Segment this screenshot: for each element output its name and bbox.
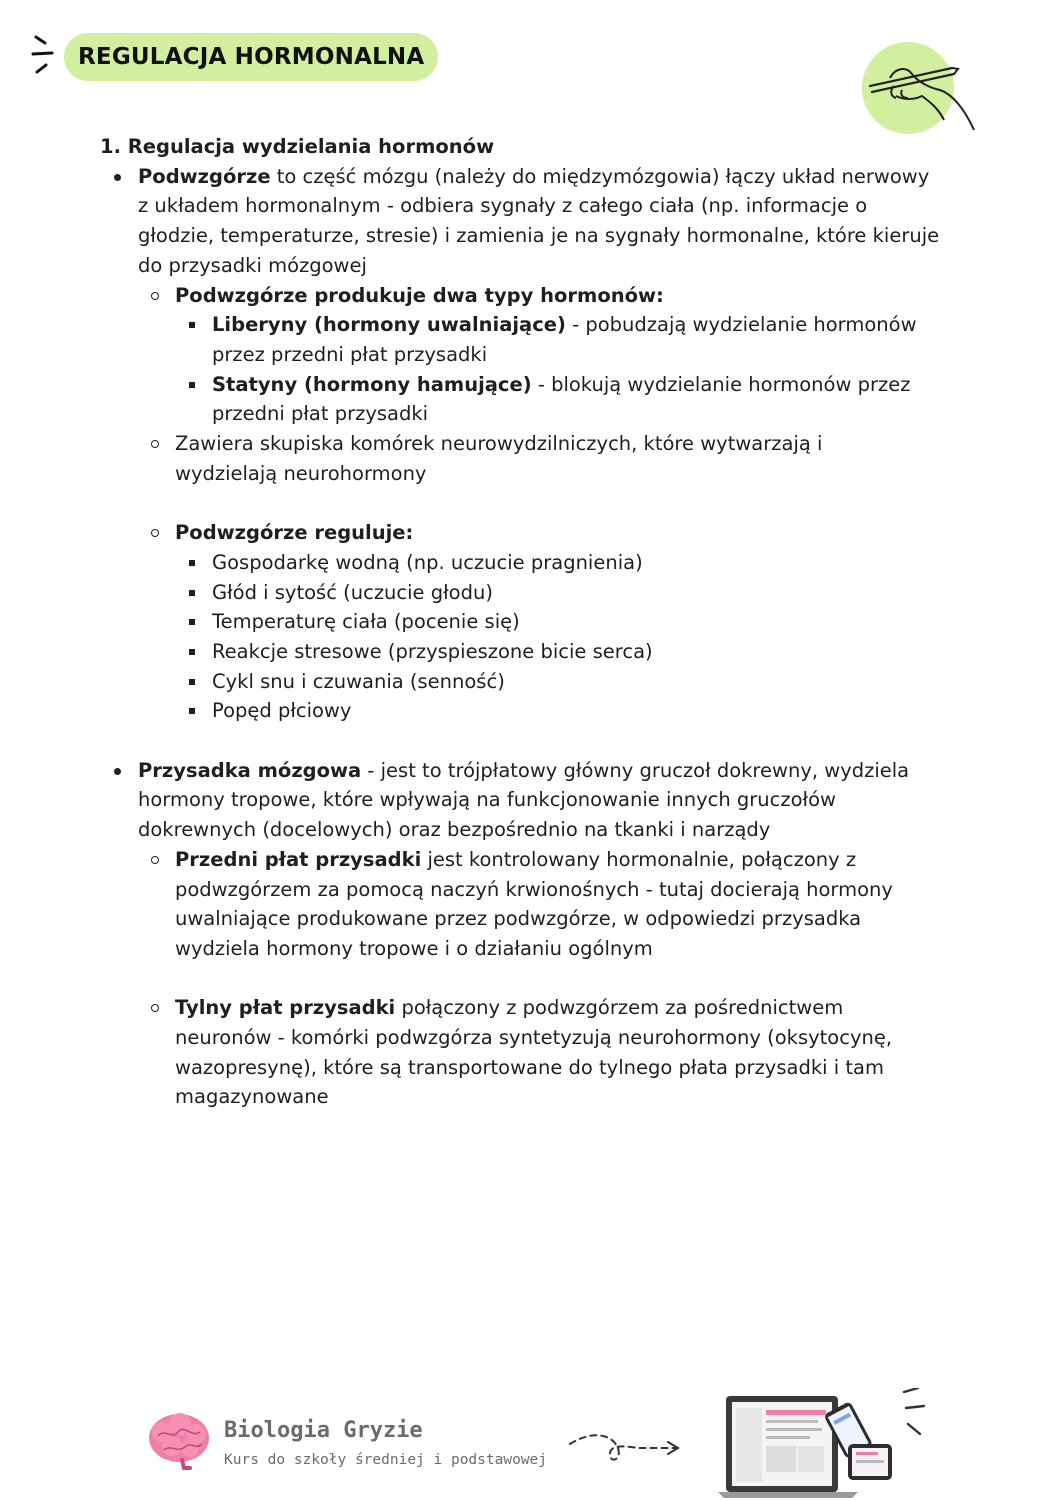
text-line: neuronów - komórki podwzgórza syntetyzują neurohormony (oksytocynę, — [175, 1026, 893, 1050]
subitem-neuro — [100, 429, 970, 488]
text-line: do przysadki mózgowej — [138, 253, 367, 277]
text-line: - blokują wydzielanie hormonów przez — [531, 372, 911, 396]
bullet-disc-icon — [114, 174, 121, 181]
text-line: to część mózgu (należy do międzymózgowia) łączy układ nerwowy — [270, 164, 930, 188]
list-item — [100, 637, 970, 667]
term-przysadka: Przysadka mózgowa — [138, 758, 362, 782]
notes-content — [100, 132, 970, 1112]
brain-logo-icon — [146, 1410, 212, 1470]
list-item-podwzgorze — [100, 162, 970, 281]
bullet-circle-icon — [151, 440, 159, 448]
text-line: Gospodarkę wodną (np. uczucie pragnienia) — [212, 550, 643, 574]
bullet-square-icon — [189, 322, 195, 328]
list-item — [100, 667, 970, 697]
text-line: uwalniające produkowane przez podwzgórze, w odpowiedzi przysadka — [175, 907, 862, 931]
term-podwzgorze: Podwzgórze — [138, 164, 271, 188]
brand-name: Biologia Gryzie — [224, 1418, 423, 1443]
page-title: REGULACJA HORMONALNA — [78, 44, 425, 70]
subitem-regulates — [100, 518, 970, 548]
sparkle-lines-icon — [28, 30, 58, 82]
text-line: jest kontrolowany hormonalnie, połączony z — [421, 847, 857, 871]
text-line: podwzgórzem za pomocą naczyń krwionośnych - tutaj docierają hormony — [175, 877, 893, 901]
list-item — [100, 578, 970, 608]
text-line: hormony tropowe, które wpływają na funkcjonowanie innych gruczołów — [138, 788, 836, 812]
text-line: Temperaturę ciała (pocenie się) — [212, 610, 520, 634]
subitem-produces — [100, 281, 970, 311]
text-line: - jest to trójpłatowy główny gruczoł dokrewny, wydziela — [361, 758, 910, 782]
bullet-square-icon — [189, 649, 195, 655]
text-line: przedni płat przysadki — [212, 402, 429, 426]
text-line: Głód i sytość (uczucie głodu) — [212, 580, 493, 604]
list-item — [100, 548, 970, 578]
list-item — [100, 696, 970, 726]
list-item — [100, 607, 970, 637]
subitem-przedni — [100, 845, 970, 964]
bullet-square-icon — [189, 560, 195, 566]
bullet-disc-icon — [114, 768, 121, 775]
subitem-tylny — [100, 993, 970, 1112]
list-item-przysadka — [100, 756, 970, 845]
text-line: wazopresynę), które są transportowane do tylnego płata przysadki i tam — [175, 1055, 884, 1079]
section-heading: 1. Regulacja wydzielania hormonów — [100, 135, 495, 158]
text-line: Cykl snu i czuwania (senność) — [212, 669, 505, 693]
text-line: magazynowane — [175, 1085, 329, 1109]
subheading: Podwzgórze produkuje dwa typy hormonów: — [175, 283, 664, 307]
text-line: wydziela hormony tropowe i o działaniu ogólnym — [175, 936, 653, 960]
title-banner — [64, 33, 438, 81]
bullet-square-icon — [189, 590, 195, 596]
subheading: Podwzgórze reguluje: — [175, 521, 414, 545]
bullet-circle-icon — [151, 292, 159, 300]
text-line: Reakcje stresowe (przyspieszone bicie serca) — [212, 639, 653, 663]
text-line: głodzie, temperaturze, stresie) i zamienia je na sygnały hormonalne, które kieruje — [138, 224, 940, 248]
text-line: Zawiera skupiska komórek neurowydzilniczych, które wytwarzają i — [175, 432, 823, 456]
dashed-arrow-icon — [566, 1424, 686, 1474]
text-line: - pobudzają wydzielanie hormonów — [565, 313, 917, 337]
item-statyny — [100, 370, 970, 429]
hand-with-pen-icon — [860, 38, 980, 138]
term-liberyny: Liberyny (hormony uwalniające) — [212, 313, 566, 337]
bullet-square-icon — [189, 382, 195, 388]
bullet-circle-icon — [151, 1004, 159, 1012]
bullet-square-icon — [189, 708, 195, 714]
term-statyny: Statyny (hormony hamujące) — [212, 372, 532, 396]
text-line: przez przedni płat przysadki — [212, 342, 488, 366]
brand-tagline: Kurs do szkoły średniej i podstawowej — [224, 1452, 548, 1468]
bullet-square-icon — [189, 619, 195, 625]
text-line: z układem hormonalnym - odbiera sygnały z całego ciała (np. informacje o — [138, 194, 868, 218]
text-line: połączony z podwzgórzem za pośrednictwem — [395, 996, 844, 1020]
item-liberyny — [100, 310, 970, 369]
term-przedni: Przedni płat przysadki — [175, 847, 422, 871]
bullet-circle-icon — [151, 529, 159, 537]
text-line: Popęd płciowy — [212, 699, 352, 723]
bullet-circle-icon — [151, 856, 159, 864]
bullet-square-icon — [189, 679, 195, 685]
text-line: wydzielają neurohormony — [175, 461, 427, 485]
term-tylny: Tylny płat przysadki — [175, 996, 396, 1020]
laptop-phone-devices-icon — [718, 1388, 933, 1498]
text-line: dokrewnych (docelowych) oraz bezpośrednio na tkanki i narządy — [138, 818, 771, 842]
